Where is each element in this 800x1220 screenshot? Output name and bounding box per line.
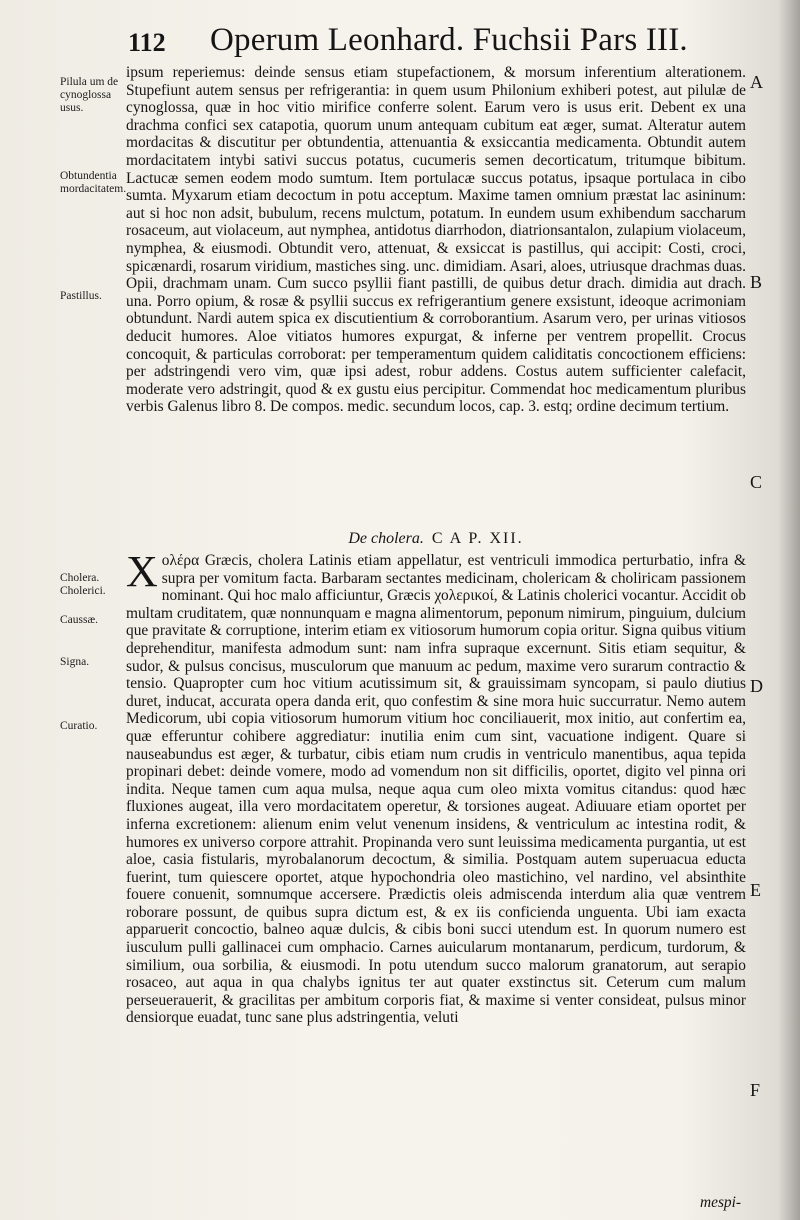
- paragraph-lower: ολέρα Græcis, cholera Latinis etiam appellatur, est ventriculi immodica perturbatio, infra & supra per vomitum facta. Barbaram sectantes medicinam, cholericam & choliricam passionem nominant. Qui hoc malo afficiuntur, Græcis χολερικοί, & Latinis cholerici vocantur. Accidit ob multam cruditatem, quæ nonnunquam e magna alimentorum, peponum nimirum, pinguium, dulcium que pravitate & corruptione, interim etiam ex vitiosorum humorum copia oritur. Signa quibus vitium deprehenditur, manifesta admodum sunt: nam infra supraque excernunt. Sitis etiam sequitur, & sudor, & pulsus concisus, musculorum que manuum ac pedum, maxime vero surarum contractio & tensio. Quapropter cum hoc vitium acutissimum sit, & grauissimam syncopam, si paulo diutius duret, inducat, accurata opera danda erit, quo confestim & sine mora huic succurratur. Nemo autem Medicorum, ubi copia vitiosorum humorum vitium hoc conciliauerit, mox initio, aut confertim ea, quæ efferuntur cohibere aggrediatur: inutilia enim cum sint, vacuatione indigent. Quare si nauseabundus est æger, & turbatur, cibis etiam num crudis in ventriculo manentibus, aqua tepida propinari debet: deinde vomere, modo ad vomendum non sit difficilis, oportet, digito vel pinna ori indita. Neque tamen cum aqua mulsa, neque aqua cum oleo mixta vomitus citandus: quod hæc fluxiones augeat, illa vero mordacitatem operetur, & torsiones augeat. Adiuuare etiam oportet per inferna excretionem: alienum enim velut venenum insidens, & ventriculum ac intestina rodit, & humores ex universo corpore attrahit. Propinanda vero sunt leuissima medicamenta purgantia, ut est aloe, casia fistularis, myrobalanorum decoctum, & similia. Postquam autem superuacua educta fuerint, tum quiescere oportet, atque hypochondria oleo mastichino, vel nardino, vel absinthite fouere conuenit, somnumque accersere. Prædictis oleis admiscenda interdum alia quæ ventrem roborare possunt, de quibus supra dictum est, & ex iis conficienda unguenta. Ubi iam exacta apparuerit concoctio, balneo aquæ dulcis, & cibis boni succi utendum est. In quorum numero est iusculum pulli gallinacei cum omphacio. Carnes auicularum montanarum, perdicum, turdorum, & similium, oua sorbilia, & eiusmodi. In potu utendum succo malorum granatorum, aut serapio rosaceo, aut aqua in qua chalybs ignitus ter aut quater exstinctus sit. Ceterum cum malum perseuerauerit, & gracilitas per ambitum corporis fiat, & maxime si venter consideat, pulsus minor densiorque euadat, tunc sane plus adstringentia, veluti: [126, 552, 746, 1027]
- text-block-upper: [126, 64, 746, 416]
- page-number: 112: [128, 28, 166, 57]
- drop-cap: X: [126, 547, 158, 596]
- text-block-lower: [126, 547, 746, 1027]
- margin-notes: [60, 0, 127, 1220]
- chapter-number: C A P. XII.: [431, 530, 524, 547]
- paragraph-upper: ipsum reperiemus: deinde sensus etiam stupefactionem, & morsum inferentium alterationem. Stupefiunt autem sensus per refrigerantia: in quem usum Philonium exhiberi potest, aut pilulæ de cynoglossa, quæ in hoc vitio mirifice conferre solent. Earum vero is usus erit. Debent ex una drachma confici sex catapotia, quorum unum antequam cubitum eat æger, sumat. Alteratur autem mordacitas & discutitur per obtundentia, attenuantia & exsiccantia medicamenta. Obtundit autem mordacitatem intybi sativi succus potatus, cucumeris semen decorticatum, tritumque bibitum. Lactucæ semen eodem modo sumtum. Item portulacæ succus potatus, ipsaque portulaca in cibo sumta. Myxarum etiam decoctum in potu acceptum. Maxime tamen omnium præstat lac asininum: aut si hoc non adsit, bubulum, recens mulctum, potatum. In eundem usum exhibendum saccharum rosaceum, aut violaceum, aut nymphea, antidotus diarrhodon, diatrionsantalon, zulapium violaceum, nymphea, & eiusmodi. Obtundit vero, attenuat, & exsiccat is pastillus, qui accipit: Costi, croci, spicænardi, rosarum viridium, mastiches sing. unc. dimidiam. Asari, aloes, utriusque drachmas duas. Opii, drachmam unam. Cum succo psyllii fiant pastilli, de quibus detur drach. dimidia aut drach. una. Porro opium, & rosæ & psyllii succus ex refrigerantium genere exsistunt, ideoque acrimoniam obtundunt. Nardi autem spica ex discutientium & corroborantium. Asarum vero, per urinas vitiosos deducit humores. Aloe vitiatos humores expurgat, & inferne per ventrem propellit. Crocus concoquit, & particulas corroborat: per temperamentum quidem caliditatis concoctionem efficiens: per adstringendi vero vim, quæ ipsi adest, robur addens. Costus autem sufficienter calefacit, moderate vero adstringit, quod & ex gustu eius percipitur. Commendat hoc medicamentum pluribus verbis Galenus libro 8. De compos. medic. secundum locos, cap. 3. estq; ordine decimum tertium.: [126, 64, 746, 416]
- section-letter-a: A: [750, 72, 763, 92]
- margin-note-pilula: Pilula um de cynoglossa usus.: [60, 76, 119, 114]
- chapter-heading: [126, 530, 746, 548]
- catchword: mespi-: [700, 1194, 742, 1211]
- chapter-title: De cholera.: [348, 530, 424, 547]
- section-letter-c: C: [750, 472, 763, 492]
- section-letter-b: B: [750, 272, 763, 292]
- margin-note-cholera: Cholera. Cholerici.: [60, 572, 106, 597]
- margin-note-curatio: Curatio.: [60, 720, 98, 732]
- margin-note-signa: Signa.: [60, 656, 90, 668]
- section-letter-f: F: [750, 1080, 761, 1100]
- page-header: [128, 18, 728, 60]
- margin-note-pastillus: Pastillus.: [60, 290, 102, 302]
- margin-note-caussae: Caussæ.: [60, 614, 99, 626]
- section-letter-e: E: [750, 880, 761, 900]
- running-head: Operum Leonhard. Fuchsii Pars III.: [210, 22, 688, 58]
- page-shadow-edge: [778, 0, 800, 1220]
- margin-note-obtundentia: Obtundentia mordacitatem.: [60, 170, 127, 195]
- section-letter-d: D: [750, 676, 763, 696]
